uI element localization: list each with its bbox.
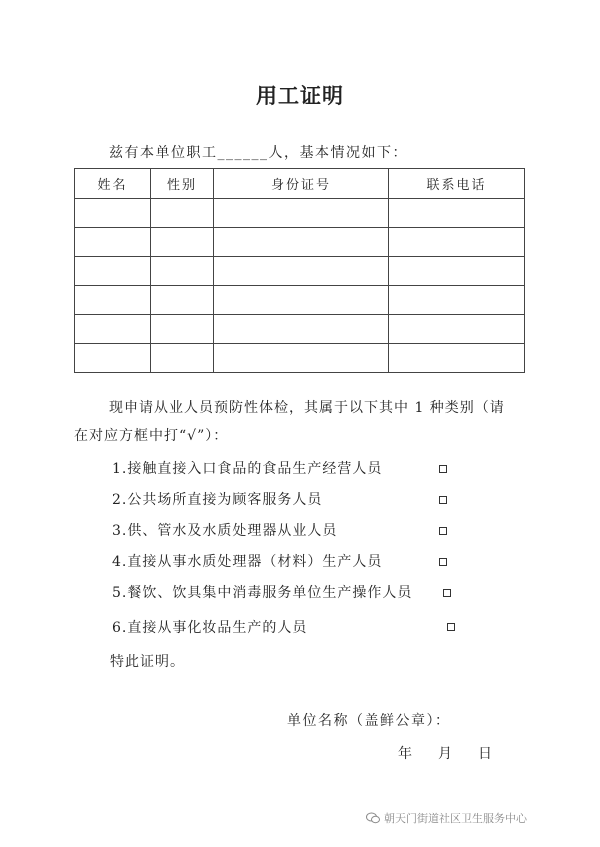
table-cell[interactable] bbox=[214, 344, 389, 373]
request-line-2: 在对应方框中打“√”）： bbox=[74, 428, 229, 444]
table-cell[interactable] bbox=[214, 199, 389, 228]
table-cell[interactable] bbox=[75, 228, 151, 257]
table-cell[interactable] bbox=[389, 257, 525, 286]
unit-name-label: 单位名称（盖鲜公章）： bbox=[287, 713, 451, 729]
category-item-3: 3.供、管水及水质处理器从业人员 bbox=[112, 523, 338, 539]
watermark bbox=[366, 810, 527, 826]
table-cell[interactable] bbox=[151, 228, 214, 257]
checkbox-3[interactable] bbox=[439, 527, 447, 535]
header-id-number: 身份证号 bbox=[214, 169, 389, 199]
table-row bbox=[75, 344, 525, 373]
watermark-text: 朝天门街道社区卫生服务中心 bbox=[384, 812, 527, 825]
table-cell[interactable] bbox=[75, 199, 151, 228]
category-item-2: 2.公共场所直接为顾客服务人员 bbox=[112, 492, 323, 508]
wechat-icon bbox=[366, 812, 380, 824]
date-month: 月 bbox=[438, 746, 452, 762]
staff-table bbox=[74, 168, 525, 373]
table-row bbox=[75, 315, 525, 344]
category-item-5: 5.餐饮、饮具集中消毒服务单位生产操作人员 bbox=[112, 585, 413, 601]
table-cell[interactable] bbox=[151, 344, 214, 373]
intro-text: 兹有本单位职工______人，基本情况如下： bbox=[109, 145, 408, 161]
date-day: 日 bbox=[478, 746, 492, 762]
table-cell[interactable] bbox=[389, 286, 525, 315]
checkbox-4[interactable] bbox=[439, 558, 447, 566]
table-cell[interactable] bbox=[214, 228, 389, 257]
request-paragraph bbox=[74, 394, 534, 450]
table-cell[interactable] bbox=[389, 344, 525, 373]
table-cell[interactable] bbox=[151, 199, 214, 228]
table-row bbox=[75, 257, 525, 286]
category-item-1: 1.接触直接入口食品的食品生产经营人员 bbox=[112, 461, 383, 477]
checkbox-5[interactable] bbox=[443, 589, 451, 597]
table-cell[interactable] bbox=[214, 257, 389, 286]
table-cell[interactable] bbox=[151, 257, 214, 286]
table-cell[interactable] bbox=[151, 286, 214, 315]
closing-text: 特此证明。 bbox=[110, 654, 185, 670]
table-cell[interactable] bbox=[75, 315, 151, 344]
table-cell[interactable] bbox=[75, 344, 151, 373]
header-phone: 联系电话 bbox=[389, 169, 525, 199]
header-gender: 性别 bbox=[151, 169, 214, 199]
table-cell[interactable] bbox=[389, 199, 525, 228]
table-cell[interactable] bbox=[75, 257, 151, 286]
header-name: 姓名 bbox=[75, 169, 151, 199]
table-cell[interactable] bbox=[75, 286, 151, 315]
request-line-1: 现申请从业人员预防性体检，其属于以下其中 1 种类别（请 bbox=[109, 400, 505, 416]
table-cell[interactable] bbox=[214, 315, 389, 344]
table-cell[interactable] bbox=[389, 315, 525, 344]
category-item-6: 6.直接从事化妆品生产的人员 bbox=[112, 620, 308, 636]
category-item-4: 4.直接从事水质处理器（材料）生产人员 bbox=[112, 554, 383, 570]
date-year: 年 bbox=[398, 746, 412, 762]
table-header-row bbox=[75, 169, 525, 199]
table-cell[interactable] bbox=[214, 286, 389, 315]
table-cell[interactable] bbox=[389, 228, 525, 257]
table-row bbox=[75, 286, 525, 315]
table-row bbox=[75, 228, 525, 257]
checkbox-2[interactable] bbox=[439, 496, 447, 504]
checkbox-1[interactable] bbox=[439, 465, 447, 473]
page-title: 用工证明 bbox=[256, 84, 344, 108]
table-row bbox=[75, 199, 525, 228]
table-cell[interactable] bbox=[151, 315, 214, 344]
checkbox-6[interactable] bbox=[447, 623, 455, 631]
